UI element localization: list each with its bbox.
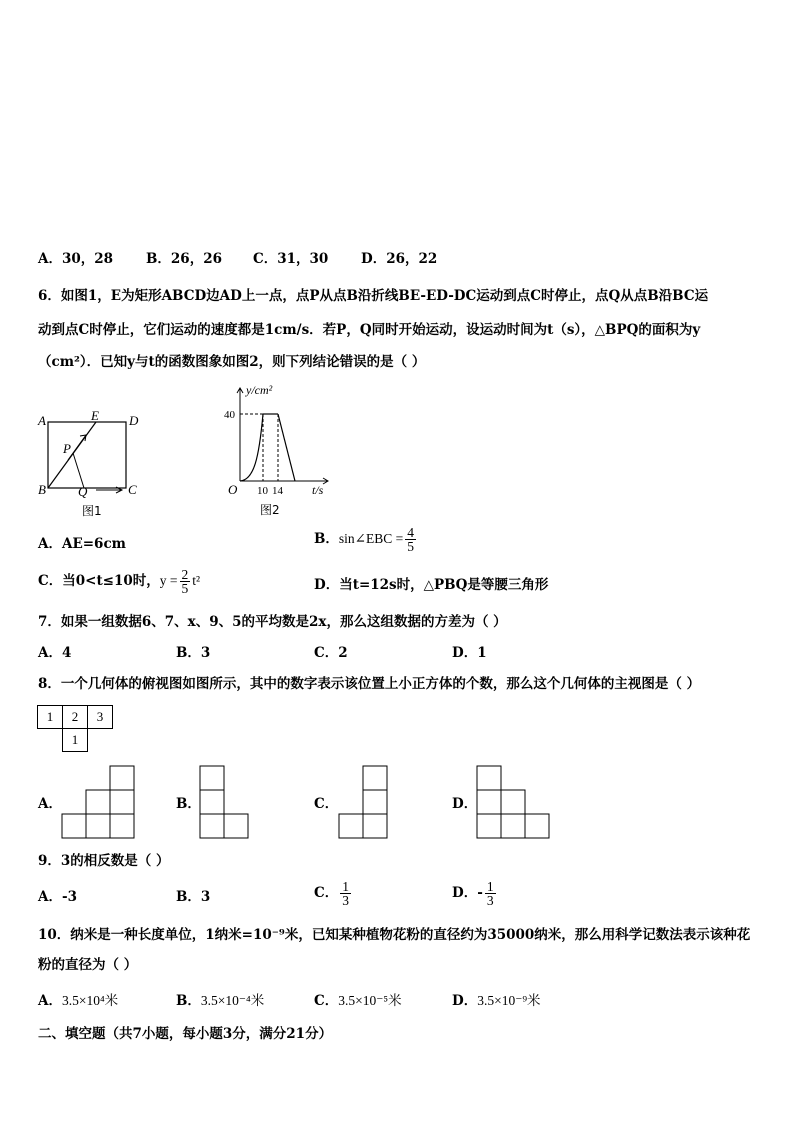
q10-option-d: D．3.5×10⁻⁹米	[452, 993, 541, 1009]
q10-option-b: B．3.5×10⁻⁴米	[176, 993, 265, 1009]
fig1-label-a: A	[38, 413, 46, 428]
section-2-heading: 二、填空题（共7小题，每小题3分，满分21分）	[38, 1026, 333, 1042]
fig1-label-q: Q	[78, 484, 88, 499]
top-view-cell: 2	[63, 706, 88, 729]
fig1-label-b: B	[38, 482, 46, 497]
q7-text: 7．如果一组数据6、7、x、9、5的平均数是2x，那么这组数据的方差为（ ）	[38, 614, 507, 630]
q8-option-a-label: A．	[38, 796, 62, 812]
q9-option-b: B．3	[176, 889, 211, 905]
q5-option-c: C．31，30	[253, 251, 329, 267]
fig2-ylabel: y/cm²	[246, 383, 273, 397]
q7-option-d: D．1	[452, 645, 487, 661]
q9-option-c: C． $\frac{1}{3}$	[314, 879, 349, 908]
q8-option-c-label: C．	[314, 796, 339, 812]
q7-option-b: B．3	[176, 645, 211, 661]
q10-option-c: C．3.5×10⁻⁵米	[314, 993, 402, 1009]
q6-option-d: D．当t=12s时，△PBQ是等腰三角形	[314, 577, 549, 593]
q10-text-line1: 10．纳米是一种长度单位，1纳米=10⁻⁹米，已知某种植物花粉的直径约为35000纳米，那么用科学记数法表示该种花	[38, 927, 751, 943]
q8-option-b-label: B．	[176, 796, 201, 812]
fig1-label-e: E	[91, 408, 99, 423]
q5-option-b: B．26，26	[146, 251, 222, 267]
q7-option-a: A．4	[38, 645, 72, 661]
q9-text: 9．3的相反数是（ ）	[38, 853, 170, 869]
q6-option-b: B．sin∠EBC = $\frac{4}{5}$	[314, 525, 414, 554]
q8-option-d-figure	[477, 764, 555, 840]
q8-option-a-figure	[62, 764, 138, 840]
q8-text: 8．一个几何体的俯视图如图所示，其中的数字表示该位置上小正方体的个数，那么这个几何体的主视图是（ ）	[38, 676, 701, 692]
q8-option-c-figure	[339, 764, 393, 840]
q9-option-d: D．- $\frac{1}{3}$	[452, 879, 494, 908]
q6-text-line3: （cm²）．已知y与t的函数图象如图2，则下列结论错误的是（ ）	[38, 354, 426, 370]
fig2-xlabel: t/s	[312, 483, 324, 497]
q8-top-view	[37, 705, 113, 752]
q6-figure1	[30, 405, 150, 520]
q9-option-a: A．-3	[38, 889, 77, 905]
fig2-ytick-40: 40	[224, 409, 235, 421]
q8-option-d-label: D．	[452, 796, 478, 812]
fig2-xtick-10: 10	[257, 485, 268, 497]
top-view-cell: 3	[88, 706, 113, 729]
top-view-cell: 1	[63, 729, 88, 752]
fig1-label-d: D	[129, 413, 139, 428]
fig1-caption: 图1	[82, 504, 102, 518]
fig1-label-c: C	[128, 482, 137, 497]
q8-option-b-figure	[200, 764, 254, 840]
q6-option-c: C．当0<t≤10时，y = $\frac{2}{5}$ t²	[38, 567, 201, 596]
q5-option-d: D．26，22	[361, 251, 438, 267]
q5-option-a: A．30，28	[38, 251, 114, 267]
q6-text-line1: 6．如图1，E为矩形ABCD边AD上一点，点P从点B沿折线BE-ED-DC运动到点C时停止，点Q从点B沿BC运	[38, 288, 709, 304]
fig2-caption: 图2	[260, 503, 280, 517]
q7-option-c: C．2	[314, 645, 348, 661]
q6-figure2	[222, 378, 332, 523]
fig2-xtick-14: 14	[272, 485, 283, 497]
q6-text-line2: 动到点C时停止，它们运动的速度都是1cm/s．若P，Q同时开始运动，设运动时间为t（s），△BPQ的面积为y	[38, 322, 701, 338]
q10-option-a: A．3.5×10⁴米	[38, 993, 119, 1009]
top-view-cell: 1	[38, 706, 63, 729]
q6-option-a: A．AE=6cm	[38, 536, 126, 552]
q10-text-line2: 粉的直径为（ ）	[38, 957, 138, 973]
fig2-origin: O	[228, 482, 238, 497]
fig1-label-p: P	[63, 441, 71, 456]
